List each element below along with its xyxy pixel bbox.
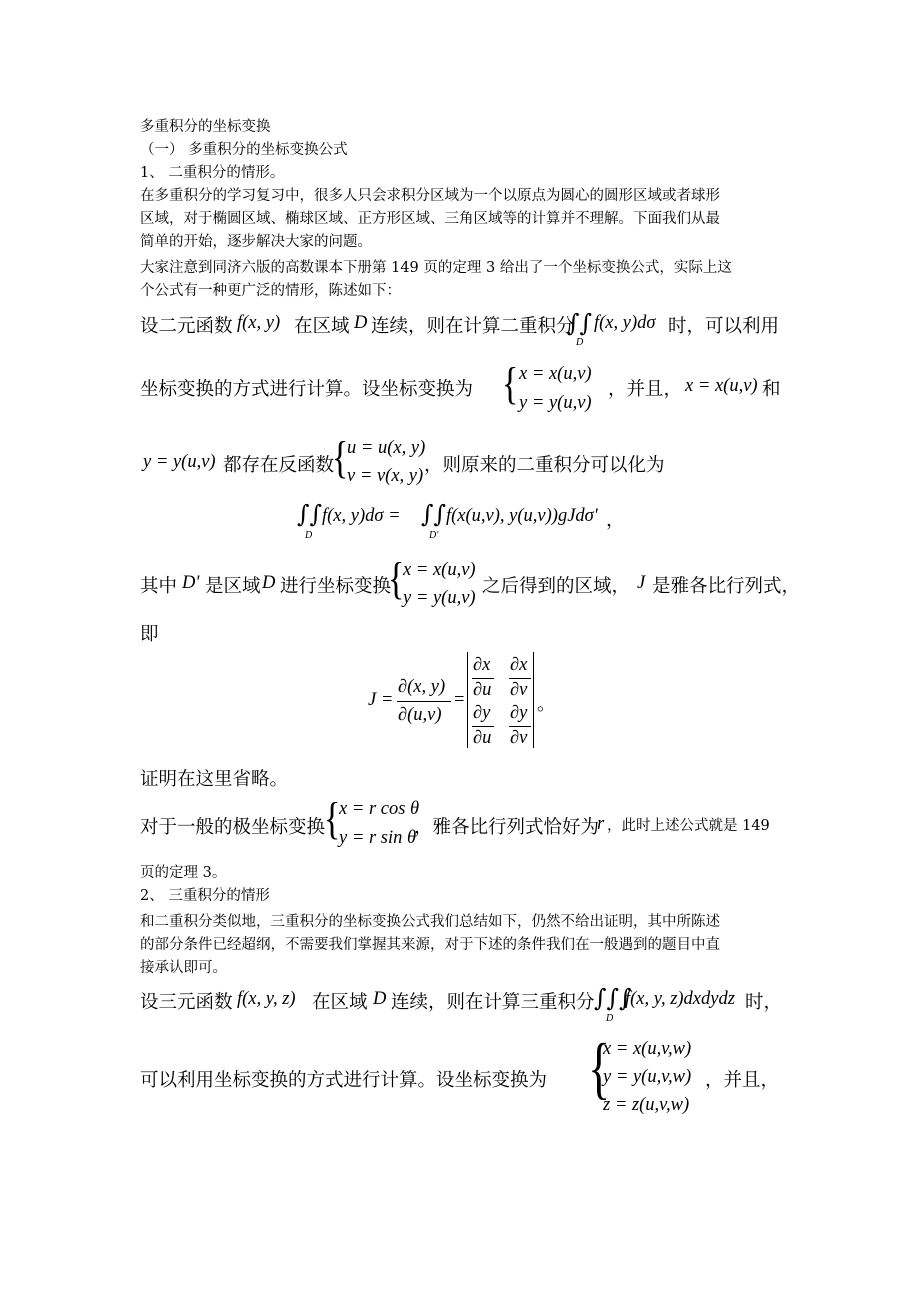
p7-text-b: ，雅各比行列式恰好为: [414, 817, 600, 838]
doc-title: 多重积分的坐标变换: [140, 119, 271, 135]
p8-text-d: 时，: [745, 992, 783, 1013]
p4-text-b: 是区域: [205, 576, 261, 597]
p1-text-c: 连续，则在计算二重积分: [371, 316, 575, 337]
jac-end: 。: [537, 694, 556, 715]
p4-text-a: 其中: [140, 576, 178, 597]
left-brace-icon: {: [502, 359, 519, 410]
p2-text-d: 和: [762, 379, 781, 400]
fraction-bar: [397, 701, 451, 702]
p3-text-b: 都存在反函数: [223, 455, 335, 476]
p4-J: J: [637, 573, 646, 593]
intro-line: 大家注意到同济六版的高数课本下册第 149 页的定理 3 给出了一个坐标变换公式，实际上这: [140, 260, 732, 276]
fraction-bar: [509, 726, 531, 727]
p8-fxyz: f(x, y, z): [237, 989, 296, 1009]
double-integral-icon: ∫∫: [567, 309, 593, 337]
p2-eq2: y = y(u,v): [519, 393, 592, 413]
p9-eq3: z = z(u,v,w): [603, 1095, 690, 1115]
jac-m22-den: ∂v: [510, 728, 528, 748]
intro2-line: 的部分条件已经超纲，不需要我们掌握其来源，对于下述的条件我们在一般遇到的题目中直: [140, 937, 720, 953]
p1-text-b: 在区域: [294, 316, 350, 337]
triple-integral-icon: ∫∫∫: [594, 984, 632, 1012]
p5-text: 即: [140, 624, 159, 645]
intro-line: 区域，对于椭圆区域、椭球区域、正方形区域、三角区域等的计算并不理解。下面我们从最: [140, 211, 720, 227]
jac-m11-den: ∂u: [473, 680, 492, 700]
intro2-line: 接承认即可。: [140, 960, 227, 976]
p2-eq1: x = x(u,v): [519, 364, 592, 384]
p4-eq1: x = x(u,v): [403, 560, 476, 580]
p1-text-a: 设二元函数: [140, 316, 233, 337]
determinant-left-bar: [467, 652, 468, 748]
jac-m21-num: ∂y: [473, 703, 491, 723]
intro-line: 简单的开始，逐步解决大家的问题。: [140, 234, 372, 250]
p4-eq2: y = y(u,v): [403, 588, 476, 608]
fraction-bar: [472, 678, 494, 679]
p4-D: D: [262, 573, 276, 593]
f1-lhs: f(x, y)dσ =: [322, 506, 401, 526]
p7-text-c: ，此时上述公式就是 149: [607, 818, 770, 834]
fraction-bar: [509, 678, 531, 679]
f1-rhs-sub: D': [429, 530, 439, 541]
p9-text-b: ，并且，: [705, 1070, 780, 1091]
p1-integrand: f(x, y)dσ: [594, 313, 656, 333]
p8-int-sub: D: [606, 1013, 614, 1024]
f1-end: ，: [606, 510, 625, 531]
p1-fxy: f(x, y): [237, 313, 281, 333]
p1-D: D: [354, 313, 368, 333]
p3-text-a: y = y(u,v): [143, 452, 216, 472]
fraction-bar: [472, 726, 494, 727]
p9-text-a: 可以利用坐标变换的方式进行计算。设坐标变换为: [140, 1070, 548, 1091]
f1-rhs: f(x(u,v), y(u,v))gJdσ': [446, 506, 598, 526]
p7-r: r: [597, 814, 605, 834]
left-brace-icon: {: [588, 1029, 611, 1106]
jac-eq: =: [454, 690, 465, 710]
p3-eq2: v = v(x, y): [347, 466, 424, 486]
jac-m12-den: ∂v: [510, 680, 528, 700]
subsection-heading-1: 1、 二重积分的情形。: [140, 165, 285, 181]
jac-m12-num: ∂x: [510, 655, 528, 675]
p7-text-a: 对于一般的极坐标变换: [140, 817, 326, 838]
p8-text-b: 在区域: [312, 992, 368, 1013]
p4-text-d: 之后得到的区域，: [482, 576, 631, 597]
p1-text-d: 时，可以利用: [668, 316, 780, 337]
p9-eq2: y = y(u,v,w): [603, 1067, 692, 1087]
intro-line: 个公式有一种更广泛的情形，陈述如下：: [140, 283, 401, 299]
p3-text-c: ，则原来的二重积分可以化为: [424, 455, 665, 476]
p6-text: 证明在这里省略。: [140, 769, 289, 790]
jac-num: ∂(x, y): [398, 677, 446, 697]
section-heading: （一） 多重积分的坐标变换公式: [140, 142, 348, 158]
p2-text-c: x = x(u,v): [685, 376, 758, 396]
subsection-heading-2: 2、 三重积分的情形: [140, 888, 270, 904]
p8-text-a: 设三元函数: [140, 992, 233, 1013]
p2-text-a: 坐标变换的方式进行计算。设坐标变换为: [140, 379, 474, 400]
left-brace-icon: {: [332, 433, 349, 484]
double-integral-icon: ∫∫: [297, 500, 323, 528]
jac-den: ∂(u,v): [398, 705, 442, 725]
p3-eq1: u = u(x, y): [347, 438, 426, 458]
jac-m11-num: ∂x: [473, 655, 491, 675]
f1-lhs-sub: D: [305, 530, 313, 541]
p1-int-sub: D: [576, 337, 584, 348]
jac-m22-num: ∂y: [510, 703, 528, 723]
p4-text-c: 进行坐标变换: [280, 576, 392, 597]
p8-integrand: f(x, y, z)dxdydz: [625, 989, 735, 1009]
p4-Dp: D': [182, 573, 200, 593]
left-brace-icon: {: [388, 554, 405, 605]
p8-text-c: 连续，则在计算三重积分: [391, 992, 595, 1013]
double-integral-icon: ∫∫: [421, 500, 447, 528]
left-brace-icon: {: [324, 794, 341, 845]
p9-eq1: x = x(u,v,w): [603, 1039, 692, 1059]
jac-m21-den: ∂u: [473, 728, 492, 748]
p4-text-e: 是雅各比行列式，: [652, 576, 801, 597]
jac-J: J =: [368, 690, 394, 710]
p7-eq2: y = r sin θ: [339, 828, 417, 848]
intro-line: 在多重积分的学习复习中，很多人只会求积分区域为一个以原点为圆心的圆形区域或者球形: [140, 188, 720, 204]
p7-eq1: x = r cos θ: [339, 799, 420, 819]
p8-D: D: [373, 989, 387, 1009]
p7-cont: 页的定理 3。: [140, 865, 227, 881]
intro2-line: 和二重积分类似地，三重积分的坐标变换公式我们总结如下，仍然不给出证明，其中所陈述: [140, 914, 720, 930]
determinant-right-bar: [533, 652, 534, 748]
p2-text-b: ，并且，: [608, 379, 683, 400]
